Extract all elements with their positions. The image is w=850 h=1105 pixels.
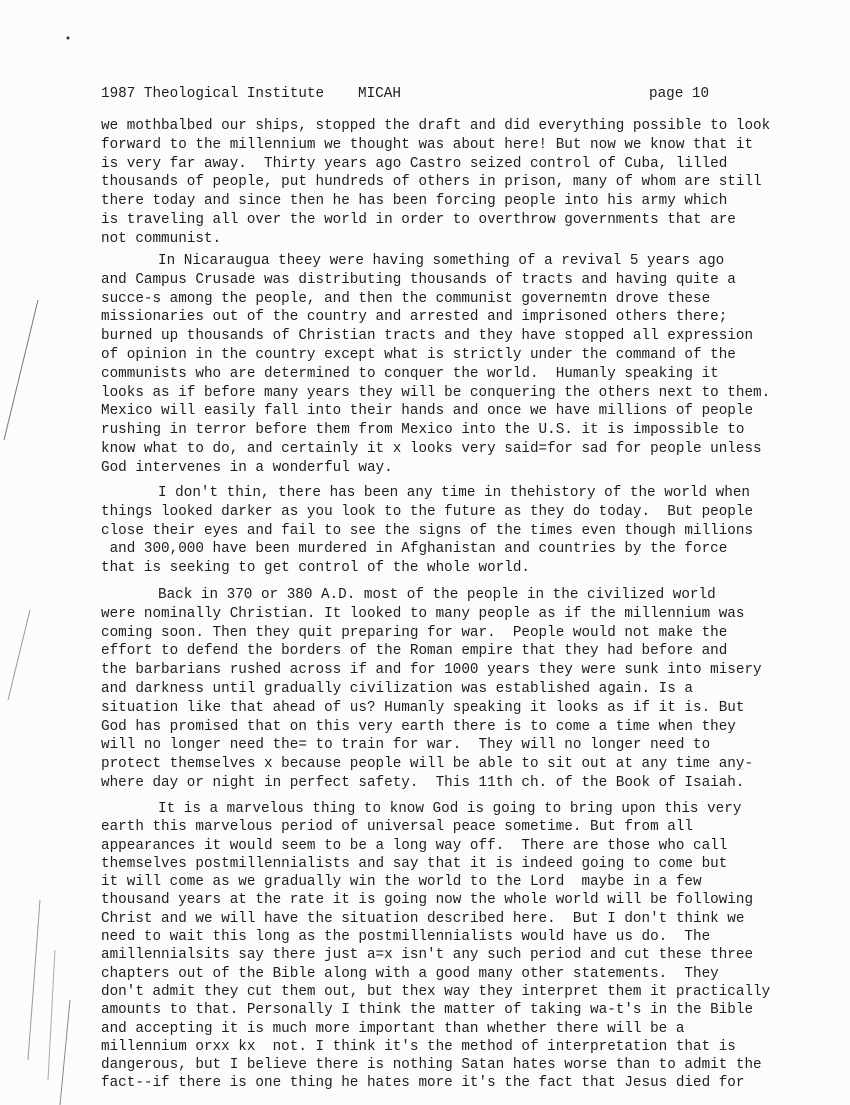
text-line: the barbarians rushed across if and for 1000 years they were sunk into misery <box>101 662 762 679</box>
text-line: Mexico will easily fall into their hands and once we have millions of people <box>101 403 754 420</box>
paragraph-5 <box>101 800 801 1093</box>
text-line: thousands of people, put hundreds of others in prison, many of whom are still <box>101 174 762 191</box>
text-line: themselves postmillennialists and say that it is indeed going to come but <box>101 855 728 872</box>
text-line: that is seeking to get control of the whole world. <box>101 560 530 577</box>
text-line: Back in 370 or 380 A.D. most of the people in the civilized world <box>158 587 716 603</box>
text-line: rushing in terror before them from Mexico into the U.S. it is impossible to <box>101 422 745 439</box>
text-line: will no longer need the= to train for war. They will no longer need to <box>101 737 711 754</box>
text-line: not communist. <box>101 230 222 247</box>
header-page-number: page 10 <box>649 86 710 102</box>
text-line: It is a marvelous thing to know God is going to bring upon this very <box>158 801 742 817</box>
text-line: forward to the millennium we thought was about here! But now we know that it <box>101 136 754 153</box>
paragraph-4 <box>101 586 801 793</box>
text-line: In Nicaraugua theey were having something of a revival 5 years ago <box>158 253 725 269</box>
paragraph-3 <box>101 484 801 578</box>
text-line: protect themselves x because people will be able to sit out at any time any- <box>101 756 754 773</box>
text-line: millennium orxx kx not. I think it's the method of interpretation that is <box>101 1038 736 1055</box>
text-line: coming soon. Then they quit preparing for war. People would not make the <box>101 624 728 641</box>
text-line: and 300,000 have been murdered in Afghanistan and countries by the force <box>101 541 728 558</box>
header-book: MICAH <box>358 86 401 102</box>
text-line: burned up thousands of Christian tracts and they have stopped all expression <box>101 328 754 345</box>
text-line: there today and since then he has been forcing people into his army which <box>101 193 728 210</box>
text-line: succe-s among the people, and then the communist governemtn drove these <box>101 290 711 307</box>
text-line: fact--if there is one thing he hates more it's the fact that Jesus died for <box>101 1075 745 1092</box>
text-line: Christ and we will have the situation described here. But I don't think we <box>101 910 745 927</box>
text-line: communists who are determined to conquer the world. Humanly speaking it <box>101 365 719 382</box>
text-line: effort to defend the borders of the Roman empire that they had before and <box>101 643 728 660</box>
text-line: amounts to that. Personally I think the matter of taking wa-t's in the Bible <box>101 1002 754 1019</box>
text-line: know what to do, and certainly it x looks very said=for sad for people unless <box>101 440 762 457</box>
text-line: situation like that ahead of us? Humanly speaking it looks as if it is. But <box>101 699 745 716</box>
text-line: and accepting it is much more important than whether there will be a <box>101 1020 685 1037</box>
text-line: I don't thin, there has been any time in thehistory of the world when <box>158 485 750 501</box>
text-line: don't admit they cut them out, but thex way they interpret them it practically <box>101 983 771 1000</box>
text-line: where day or night in perfect safety. This 11th ch. of the Book of Isaiah. <box>101 774 745 791</box>
header-institute: 1987 Theological Institute <box>101 86 325 102</box>
text-line: amillennialsits say there just a=x isn't any such period and cut these three <box>101 947 754 964</box>
text-line: God has promised that on this very earth there is to come a time when they <box>101 718 736 735</box>
text-line: we mothbalbed our ships, stopped the draft and did everything possible to look <box>101 118 771 134</box>
text-line: chapters out of the Bible along with a good many other statements. They <box>101 965 719 982</box>
text-line: missionaries out of the country and arrested and imprisoned others there; <box>101 309 728 326</box>
text-line: of opinion in the country except what is strictly under the command of the <box>101 346 736 363</box>
text-line: God intervenes in a wonderful way. <box>101 459 393 476</box>
paragraph-1 <box>101 117 801 249</box>
text-line: earth this marvelous period of universal peace sometime. But from all <box>101 819 693 836</box>
text-line: were nominally Christian. It looked to many people as if the millennium was <box>101 605 745 622</box>
text-line: close their eyes and fail to see the signs of the times even though millions <box>101 522 754 539</box>
text-line: and Campus Crusade was distributing thousands of tracts and having quite a <box>101 271 736 288</box>
text-line: thousand years at the rate it is going now the whole world will be following <box>101 892 754 909</box>
text-line: looks as if before many years they will be conquering the others next to them. <box>101 384 771 401</box>
text-line: dangerous, but I believe there is nothing Satan hates worse than to admit the <box>101 1057 762 1074</box>
text-line: need to wait this long as the postmillennialists would have us do. The <box>101 929 711 946</box>
text-line: it will come as we gradually win the world to the Lord maybe in a few <box>101 874 702 891</box>
text-line: and darkness until gradually civilization was established again. Is a <box>101 680 693 697</box>
paragraph-2 <box>101 252 801 478</box>
text-line: things looked darker as you look to the future as they do today. But people <box>101 503 754 520</box>
text-line: is very far away. Thirty years ago Castro seized control of Cuba, lilled <box>101 155 728 172</box>
text-line: is traveling all over the world in order to overthrow governments that are <box>101 211 736 228</box>
text-line: appearances it would seem to be a long way off. There are those who call <box>101 837 728 854</box>
